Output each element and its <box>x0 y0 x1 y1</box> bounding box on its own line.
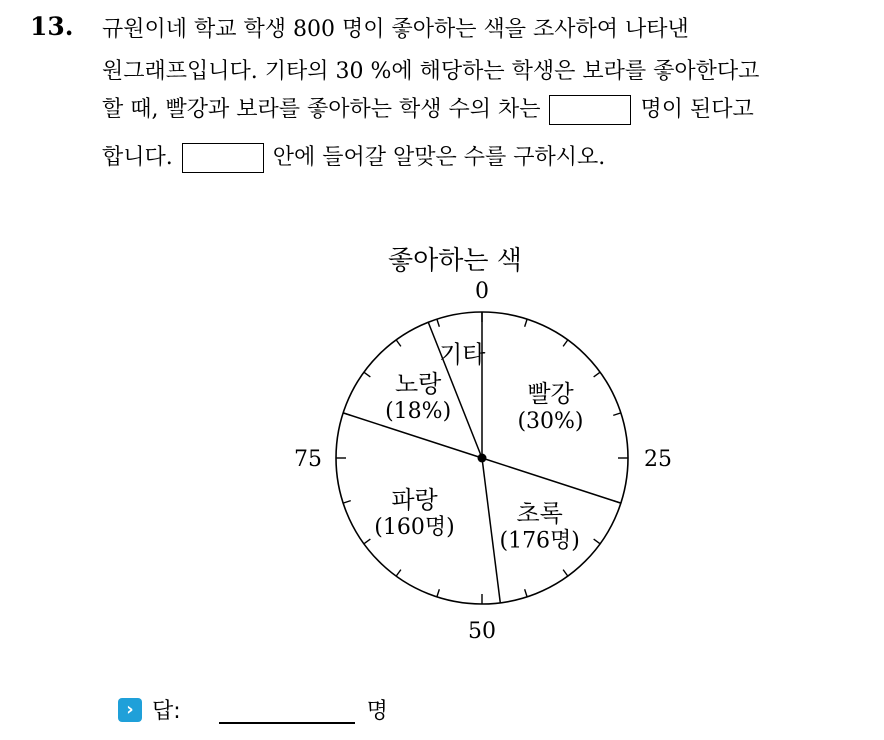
answer-row <box>118 694 388 725</box>
question-line-4-prefix: 합니다. <box>102 145 173 170</box>
scale-tick <box>437 319 439 327</box>
question-line-4-text: 안에 들어갈 알맞은 수를 구하시오. <box>272 145 606 170</box>
slice-name-1: 초록 <box>516 499 563 528</box>
question-line-3-text: 할 때, 빨강과 보라를 좋아하는 학생 수의 차는 <box>102 97 541 122</box>
scale-tick <box>594 372 600 377</box>
slice-boundary-2 <box>482 458 500 603</box>
scale-tick <box>613 413 621 415</box>
question-line-2: 원그래프입니다. 기타의 30 %에 해당하는 학생은 보라를 좋아한다고 <box>102 59 760 84</box>
question-number: 13. <box>30 12 74 41</box>
scale-tick <box>396 340 401 346</box>
scale-tick <box>364 372 370 377</box>
slice-name-0: 빨강 <box>527 380 574 409</box>
slice-value-label-2: (160명) <box>374 514 455 540</box>
scale-label-25: 25 <box>644 447 672 472</box>
slice-name-4: 기타 <box>439 340 486 369</box>
scale-tick <box>437 589 439 597</box>
slice-value-label-1: (176명) <box>499 528 580 554</box>
scale-tick <box>563 340 568 346</box>
scale-tick <box>343 501 351 503</box>
scale-tick <box>563 570 568 576</box>
scale-label-50: 50 <box>468 619 496 644</box>
answer-input-line[interactable] <box>219 696 355 724</box>
slice-name-3: 노랑 <box>394 370 442 399</box>
answer-unit: 명 <box>366 699 388 724</box>
answer-label: 답: <box>152 699 181 724</box>
scale-tick <box>396 570 401 576</box>
slice-name-2: 파랑 <box>391 485 438 514</box>
scale-tick <box>525 319 527 327</box>
question-line-3-suffix: 명이 된다고 <box>640 97 754 122</box>
scale-tick <box>364 539 370 544</box>
scale-label-75: 75 <box>294 447 322 472</box>
chevron-right-icon: › <box>118 698 142 722</box>
slice-boundary-1 <box>482 458 621 503</box>
pie-center-dot <box>478 454 487 463</box>
scale-tick <box>594 539 600 544</box>
chart-title: 좋아하는 색 <box>388 246 522 276</box>
slice-value-label-3: (18%) <box>385 399 452 425</box>
scale-label-0: 0 <box>475 279 489 304</box>
scale-tick <box>525 589 527 597</box>
slice-value-label-0: (30%) <box>517 409 584 435</box>
question-line-1: 규원이네 학교 학생 800 명이 좋아하는 색을 조사하여 나타낸 <box>102 17 689 42</box>
